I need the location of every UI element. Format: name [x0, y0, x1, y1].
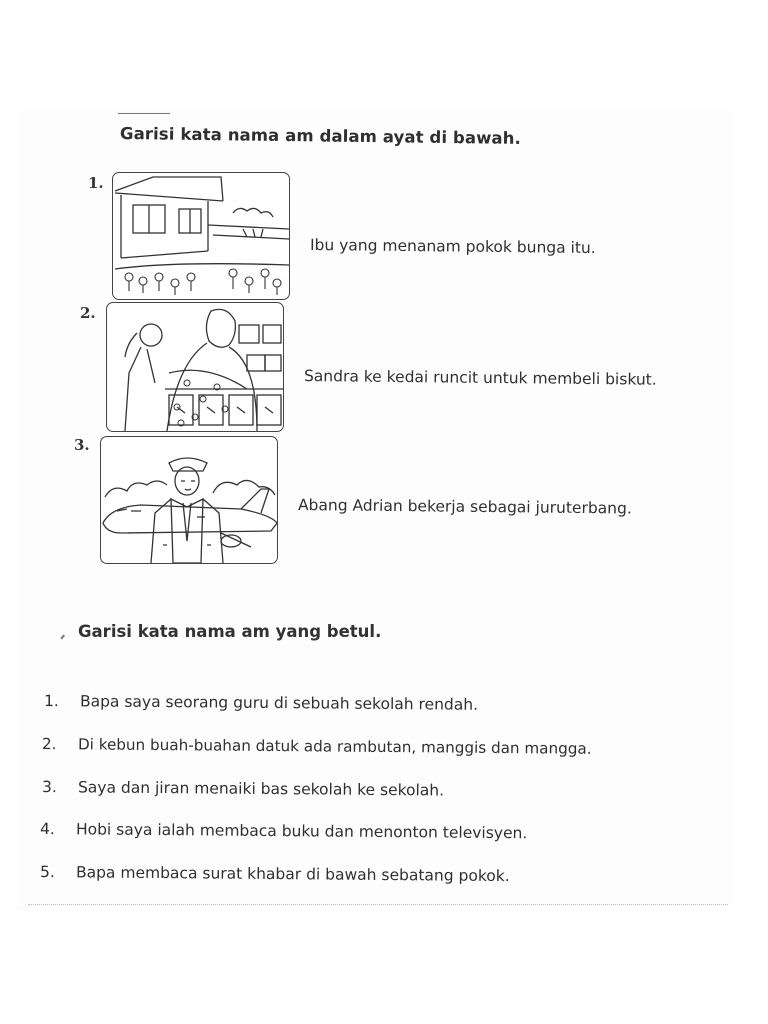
question-sentence: Sandra ke kedai runcit untuk membeli biskut. — [303, 367, 657, 389]
item-text: Hobi saya ialah membaca buku dan menonton televisyen. — [75, 820, 528, 843]
top-rule — [118, 113, 170, 114]
item-text: Saya dan jiran menaiki bas sekolah ke sekolah. — [77, 778, 445, 800]
question-number: 1. — [88, 174, 104, 192]
bottom-rule — [28, 904, 728, 906]
item-number: 2. — [41, 735, 57, 754]
list-item — [42, 778, 444, 800]
item-number: 5. — [39, 863, 55, 882]
question-sentence: Abang Adrian bekerja sebagai juruterbang. — [297, 496, 632, 518]
item-text: Di kebun buah-buahan datuk ada rambutan, manggis dan mangga. — [77, 735, 592, 758]
section1-title: Garisi kata nama am dalam ayat di bawah. — [119, 124, 522, 148]
list-item — [44, 692, 478, 714]
question-number: 3. — [74, 436, 90, 454]
question-sentence: Ibu yang menanam pokok bunga itu. — [309, 236, 596, 257]
item-text: Bapa saya seorang guru di sebuah sekolah rendah. — [79, 692, 479, 714]
pilot-airplane-illustration — [100, 436, 278, 564]
house-garden-illustration — [112, 172, 290, 300]
item-number: 3. — [41, 778, 57, 797]
item-number: 4. — [39, 820, 55, 839]
item-number: 1. — [43, 692, 59, 711]
question-number: 2. — [80, 304, 96, 322]
item-text: Bapa membaca surat khabar di bawah sebatang pokok. — [75, 863, 510, 886]
shop-counter-illustration — [106, 302, 284, 432]
section2-title: Garisi kata nama am yang betul. — [78, 622, 382, 641]
